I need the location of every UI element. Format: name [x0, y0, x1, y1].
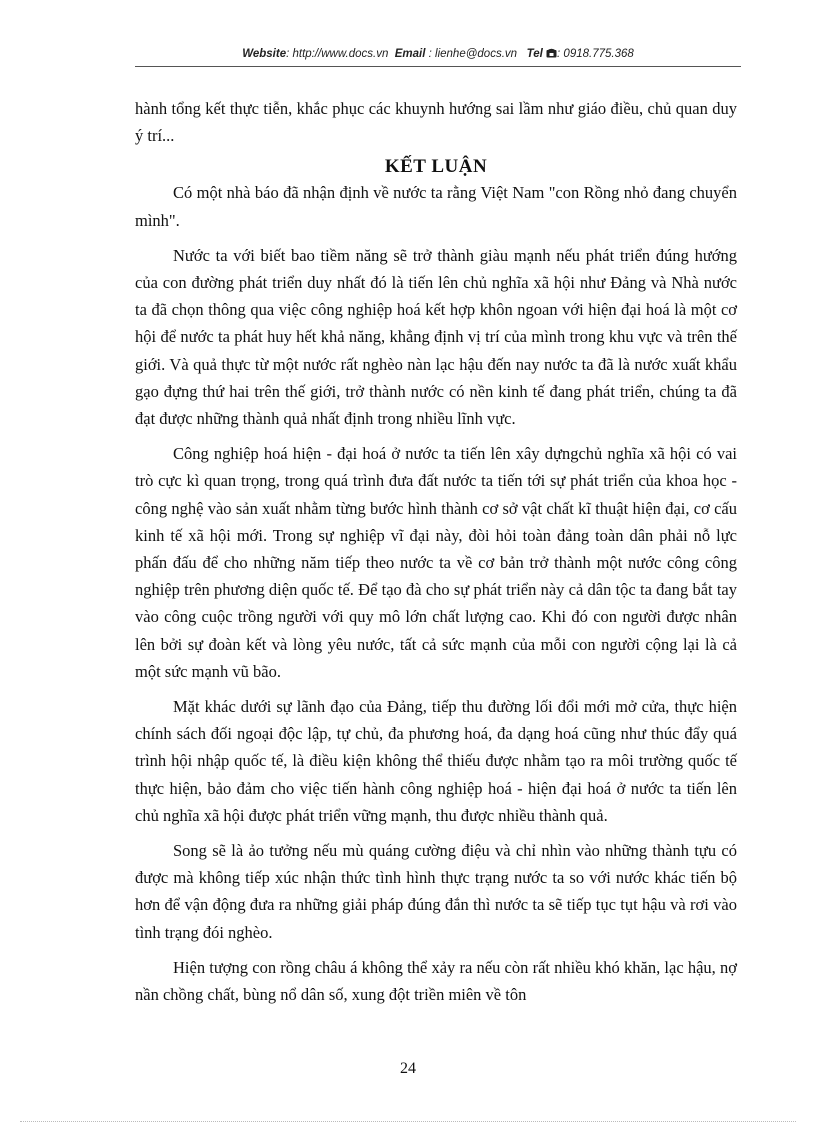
tel-label: Tel	[526, 48, 543, 60]
paragraph: Mặt khác dưới sự lãnh đạo của Đảng, tiếp thu đường lối đổi mới mở cửa, thực hiện chính sách đối ngoại độc lập, tự chủ, đa phương hoá, đa dạng hoá cũng như thúc đẩy quá trình hội nhập quốc tế, là điều kiện không thể thiếu được nhằm tạo ra môi trường quốc tế thực hiện, bảo đảm cho việc tiến hành công nghiệp hoá - hiện đại hoá ở nước ta tiến lên chủ nghĩa xã hội được phát triển vững mạnh, thu được nhiều thành quả.	[135, 697, 737, 825]
phone-icon	[546, 48, 557, 61]
page-bottom-border	[20, 1121, 796, 1122]
email-value: : lienhe@docs.vn	[428, 48, 518, 60]
tel-value: : 0918.775.368	[557, 48, 634, 60]
website-label: Website	[242, 48, 287, 60]
paragraph: Hiện tượng con rồng châu á không thể xảy ra nếu còn rất nhiều khó khăn, lạc hậu, nợ nần chồng chất, bùng nổ dân số, xung đột triền miên về tôn	[135, 957, 737, 1005]
paragraph: Song sẽ là ảo tưởng nếu mù quáng cường điệu và chỉ nhìn vào những thành tựu có được mà không tiếp xúc nhận thức tình hình thực trạng nước ta so với nước khác tiến bộ hơn để vận động đưa ra những giải pháp đúng đắn thì nước ta sẽ tiếp tục tụt hậu và rơi vào tình trạng đói nghèo.	[135, 841, 737, 942]
header-divider	[135, 66, 741, 67]
section-title: KẾT LUẬN	[384, 156, 488, 178]
email-label: Email	[394, 48, 426, 60]
paragraph: Nước ta với biết bao tiềm năng sẽ trở thành giàu mạnh nếu phát triển đúng hướng của con đường phát triển duy nhất đó là tiến lên chủ nghĩa xã hội như Đảng và Nhà nước ta đã chọn thông qua việc công nghiệp hoá kết hợp khôn ngoan với hiện đại hoá là một cơ hội để nước ta phát huy hết khả năng, khẳng định vị trí của mình trong khu vực và trên thế giới. Và quả thực từ một nước rất nghèo nàn lạc hậu đến nay nước ta đã là nước xuất khẩu gạo đựng thứ hai trên thế giới, trở thành nước có nền kinh tế đang phát triển, chúng ta đã đạt được những thành quả nhất định trong nhiều lĩnh vực.	[135, 245, 737, 429]
paragraph: Công nghiệp hoá hiện - đại hoá ở nước ta tiến lên xây dựngchủ nghĩa xã hội có vai trò cực kì quan trọng, trong quá trình đưa đất nước ta tiến tới sự phát triển của khoa học - công nghệ vào sản xuất nhằm từng bước hình thành cơ sở vật chất kĩ thuật hiện đại, cơ cấu kinh tế xã hội mới. Trong sự nghiệp vĩ đại này, đòi hỏi toàn đảng toàn dân phải nỗ lực phấn đấu để cho những năm tiếp theo nước ta về cơ bản trở thành một nước công công nghiệp trên phương diện quốc tế. Để tạo đà cho sự phát triển này cả dân tộc ta đang bắt tay vào công cuộc trồng người với quy mô lớn chất lượng cao. Khi đó con người được nhân lên bởi sự đoàn kết và lòng yêu nước, tất cả sức mạnh của mỗi con người cộng lại là cả một sức mạnh vũ bão.	[135, 444, 737, 681]
website-value: : http://www.docs.vn	[286, 48, 389, 60]
document-body	[135, 95, 737, 1008]
page-header	[135, 48, 741, 61]
paragraph: Có một nhà báo đã nhận định về nước ta rằng Việt Nam "con Rồng nhỏ đang chuyển mình".	[135, 183, 737, 230]
page-number: 24	[400, 1060, 416, 1077]
intro-paragraph: hành tổng kết thực tiễn, khắc phục các khuynh hướng sai lầm như giáo điều, chủ quan duy ý trí...	[135, 99, 737, 146]
